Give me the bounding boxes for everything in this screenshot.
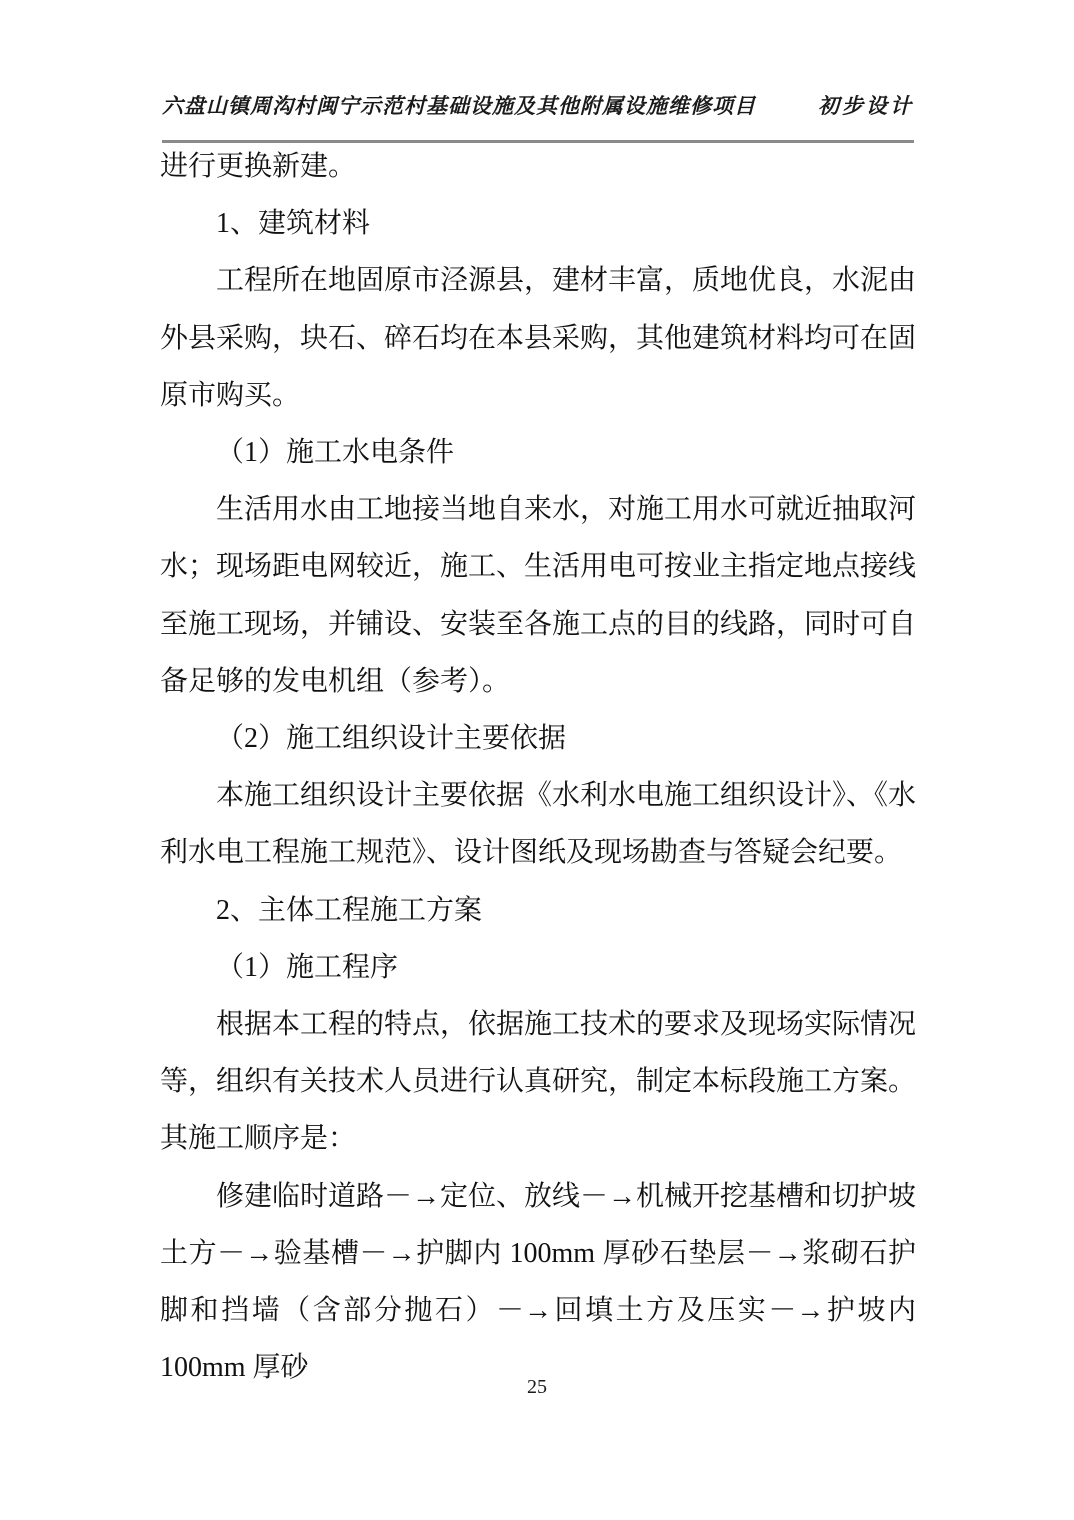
page-number: 25 — [527, 1376, 547, 1398]
paragraph: （2）施工组织设计主要依据 — [216, 723, 567, 755]
paragraph: 1、建筑材料 — [216, 208, 371, 240]
paragraph: 2、主体工程施工方案 — [216, 894, 483, 926]
paragraph: （1）施工程序 — [216, 951, 399, 983]
header-doc-type: 初步设计 — [818, 94, 914, 118]
paragraph: 根据本工程的特点，依据施工技术的要求及现场实际情况等，组织有关技术人员进行认真研究，制定本标段施工方案。其施工顺序是： — [160, 1009, 917, 1155]
document-body — [160, 138, 916, 1396]
paragraph: 修建临时道路－→定位、放线－→机械开挖基槽和切护坡土方－→验基槽－→护脚内 100mm 厚砂石垫层－→浆砌石护脚和挡墙（含部分抛石）－→回填土方及压实－→护坡内 100mm 厚砂 — [160, 1180, 917, 1384]
header-project-title: 六盘山镇周沟村闽宁示范村基础设施及其他附属设施维修项目 — [162, 94, 756, 118]
paragraph: 工程所在地固原市泾源县，建材丰富，质地优良，水泥由外县采购，块石、碎石均在本县采购，其他建筑材料均可在固原市购买。 — [160, 265, 917, 411]
paragraph: 进行更换新建。 — [160, 151, 357, 182]
page-header — [162, 90, 914, 120]
paragraph: （1）施工水电条件 — [216, 437, 455, 469]
paragraph: 本施工组织设计主要依据《水利水电施工组织设计》、《水利水电工程施工规范》、设计图纸及现场勘查与答疑会纪要。 — [160, 780, 917, 869]
page-footer — [0, 1376, 1074, 1399]
paragraph: 生活用水由工地接当地自来水，对施工用水可就近抽取河水；现场距电网较近，施工、生活用电可按业主指定地点接线至施工现场，并铺设、安装至各施工点的目的线路，同时可自备足够的发电机组（参考）。 — [160, 494, 917, 697]
